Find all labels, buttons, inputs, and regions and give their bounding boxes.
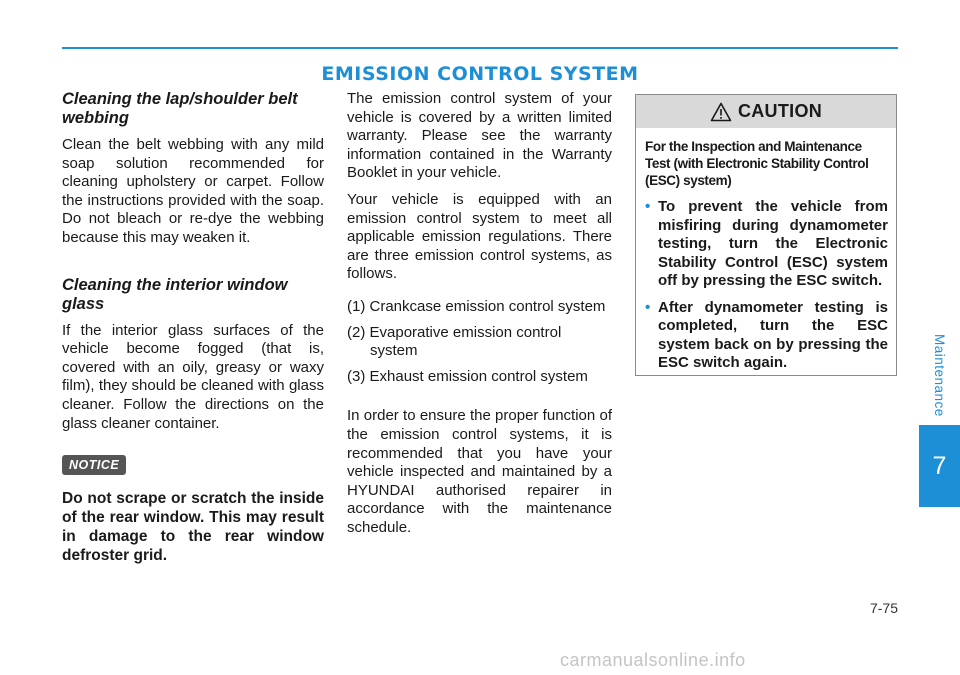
caution-item: • After dynamometer testing is completed, turn the ESC system back on by pressing the ESC switch again. [645,298,888,371]
left-column [62,90,324,565]
top-rule [62,47,898,49]
list-item: (2) Evaporative emission control system [347,323,562,360]
caution-box [635,94,897,376]
para-belt-webbing: Clean the belt webbing with any mild soap solution recommended for cleaning upholstery or carpet. Follow the instructions provided with the soap. Do not bleach or re-dye the webbing because this may weaken it. [62,136,324,246]
bullet-icon: • [645,198,651,215]
side-section-label: Maintenance [932,333,947,417]
notice-text: Do not scrape or scratch the inside of the rear window. This may result in damage to the rear window defroster grid. [62,490,324,565]
caution-intro: For the Inspection and Maintenance Test (with Electronic Stability Control (ESC) system) [645,139,869,188]
emission-systems-list [347,298,612,386]
warning-triangle-icon [710,102,732,122]
watermark: carmanualsonline.info [560,650,746,670]
para-emission-systems: Your vehicle is equipped with an emission control system to meet all applicable emission regulations. There are three emission control systems, as follows. [347,190,612,283]
heading-window-glass: Cleaning the interior window glass [62,275,288,313]
list-item: (3) Exhaust emission control system [347,367,588,385]
para-warranty: The emission control system of your vehicle is covered by a written limited warranty. Please see the warranty information contained in the Warranty Booklet in your vehicle. [347,90,612,182]
caution-list [645,198,888,373]
notice-badge: NOTICE [62,455,126,475]
bullet-icon: • [645,298,651,316]
page-number: 7-75 [869,600,898,616]
para-window-glass: If the interior glass surfaces of the vehicle become fogged (that is, covered with an oily, greasy or waxy film), they should be cleaned with glass cleaner. Follow the directions on the glass cleaner container. [62,321,324,432]
section-title: EMISSION CONTROL SYSTEM [321,63,639,85]
para-maintenance: In order to ensure the proper function of the emission control systems, it is recommended that you have your vehicle inspected and maintained by a HYUNDAI authorised repairer in accordance with the maintenance schedule. [347,407,612,536]
chapter-tab: 7 [919,425,960,507]
middle-column [347,90,612,537]
list-item: (1) Crankcase emission control system [347,297,606,315]
caution-body [636,128,896,373]
caution-item: • To prevent the vehicle from misfiring during dynamometer testing, turn the Electronic Stability Control (ESC) system off by pressing the ESC switch. [645,198,888,289]
caution-header [636,95,896,128]
heading-belt-webbing: Cleaning the lap/shoulder belt webbing [62,90,298,127]
caution-title: CAUTION [737,101,823,121]
